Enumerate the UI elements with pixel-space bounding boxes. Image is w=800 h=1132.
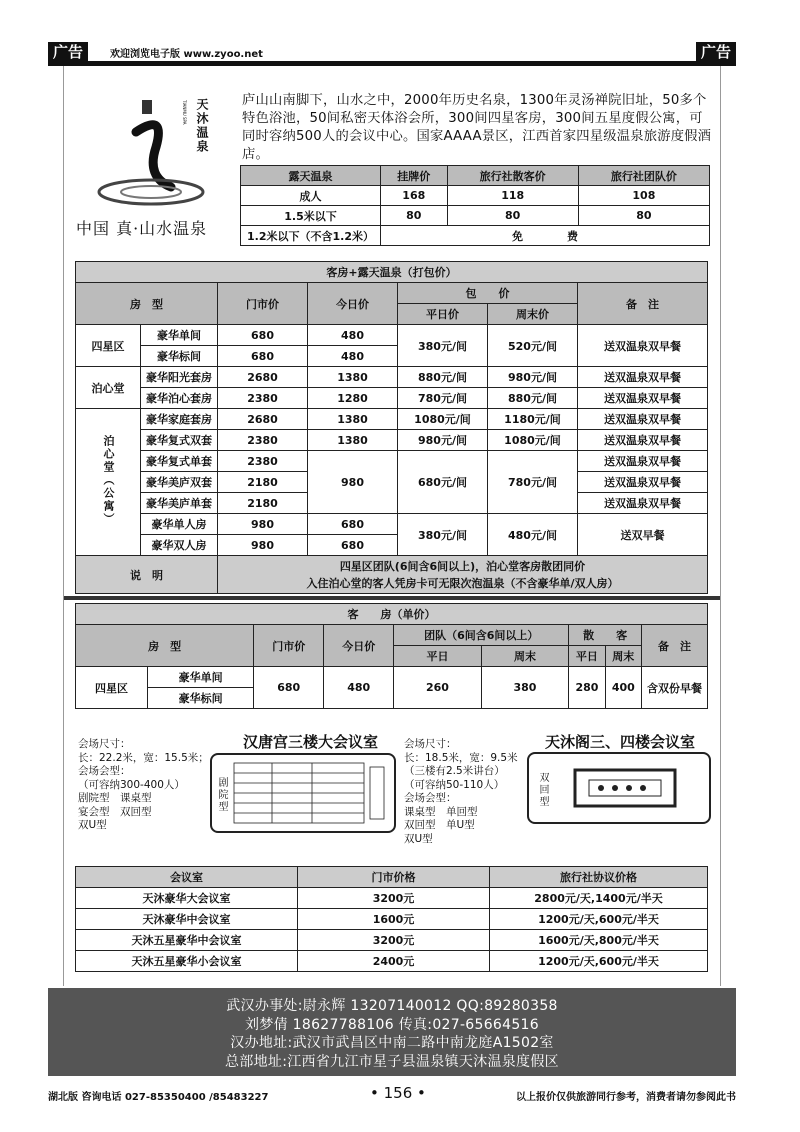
conference-table-icon <box>529 754 709 822</box>
zone-label: 泊心堂（公寓） <box>102 435 115 526</box>
hall1-floorplan <box>210 753 396 833</box>
price-cell: 680 <box>308 535 398 556</box>
zone-cell: 泊心堂 <box>76 367 141 409</box>
price-cell: 400 <box>605 667 641 709</box>
hall2-line: 双U型 <box>404 832 433 845</box>
price-cell: 2180 <box>218 493 308 514</box>
price-cell: 680 <box>218 346 308 367</box>
col-header: 门市价 <box>254 625 324 667</box>
ad-tag-left: 广告 <box>48 42 88 62</box>
price-cell: 1600元/天,800元/半天 <box>490 930 708 951</box>
hall1-line: 剧院型 课桌型 <box>78 792 152 804</box>
price-cell: 2680 <box>218 409 308 430</box>
remark-label: 说 明 <box>76 556 218 594</box>
table-row <box>76 556 708 594</box>
intro-text: 庐山山南脚下，山水之中，2000年历史名泉，1300年灵汤禅院旧址，50多个特色浴池，50间私密天体浴会所，300间四星客房，300间五星度假公寓，可同时容纳500人的会议中心。国家AAAA景区，江西首家四星级温泉旅游度假酒店。 <box>242 93 712 162</box>
room-type-cell: 豪华双人房 <box>141 535 218 556</box>
col-header: 房 型 <box>76 625 254 667</box>
price-cell: 880元/间 <box>488 388 578 409</box>
price-cell: 520元/间 <box>488 325 578 367</box>
spa-header-cell: 旅行社散客价 <box>447 166 578 186</box>
hall2-line: （三楼有2.5米讲台） <box>404 765 505 777</box>
hall2-side-label: 双回型 <box>537 772 548 808</box>
hall1-line: 会场尺寸： <box>78 738 131 750</box>
spa-cell: 免 费 <box>381 226 710 246</box>
hall2-line: 长：18.5米，宽：9.5米 <box>404 751 518 764</box>
table-title: 客 房（单价） <box>76 604 708 625</box>
note-cell: 送双早餐 <box>578 514 708 556</box>
contact-line: 刘梦倩 18627788106 传真:027-65664516 <box>245 1016 539 1033</box>
col-header: 房 型 <box>76 283 218 325</box>
price-cell: 980元/间 <box>488 367 578 388</box>
note-cell: 送双温泉双早餐 <box>578 493 708 514</box>
price-cell: 480元/间 <box>488 514 578 556</box>
room-name-cell: 天沐五星豪华小会议室 <box>76 951 298 972</box>
room-price-table <box>75 603 708 709</box>
hall1-line: 双U型 <box>78 819 107 831</box>
brand-name: 天沐温泉 <box>195 98 209 154</box>
room-type-cell: 豪华复式双套 <box>141 430 218 451</box>
price-cell: 1180元/间 <box>488 409 578 430</box>
contact-line: 总部地址:江西省九江市星子县温泉镇天沐温泉度假区 <box>225 1053 559 1070</box>
price-cell: 1080元/间 <box>488 430 578 451</box>
spa-cell: 80 <box>578 206 709 226</box>
col-header: 周末 <box>605 646 641 667</box>
price-cell: 1380 <box>308 367 398 388</box>
spa-header-cell: 旅行社团队价 <box>578 166 709 186</box>
table-row <box>76 888 708 909</box>
price-cell: 2800元/天,1400元/半天 <box>490 888 708 909</box>
table-row <box>76 388 708 409</box>
spa-cell: 108 <box>578 186 709 206</box>
price-cell: 980 <box>218 514 308 535</box>
col-header: 平日价 <box>398 304 488 325</box>
remark-line: 四星区团队(6间含6间以上)，泊心堂客房散团同价 <box>339 559 586 573</box>
brand-logo <box>76 92 236 247</box>
note-cell: 送双温泉双早餐 <box>578 388 708 409</box>
price-cell: 880元/间 <box>398 367 488 388</box>
price-cell: 380元/间 <box>398 325 488 367</box>
price-cell: 680 <box>218 325 308 346</box>
package-price-table <box>75 261 708 594</box>
hall2-line: 双回型 单U型 <box>404 819 475 831</box>
table-row <box>76 451 708 472</box>
hall2-line: 会场尺寸： <box>404 738 457 750</box>
table-row <box>76 367 708 388</box>
brand-slogan: 中国 真·山水温泉 <box>76 219 208 238</box>
room-type-cell: 豪华单间 <box>141 325 218 346</box>
col-header: 周末 <box>481 646 569 667</box>
note-cell: 送双温泉双早餐 <box>578 472 708 493</box>
room-type-cell: 豪华单人房 <box>141 514 218 535</box>
disclaimer: 以上报价仅供旅游同行参考，消费者请勿参阅此书 <box>516 1092 736 1103</box>
spa-cell: 80 <box>381 206 448 226</box>
note-cell: 送双温泉双早餐 <box>578 451 708 472</box>
col-header: 散 客 <box>569 625 642 646</box>
hall1-side-label: 剧院型 <box>216 777 227 813</box>
theater-seats-icon <box>212 755 394 831</box>
table-row <box>76 409 708 430</box>
spa-header-cell: 露天温泉 <box>241 166 381 186</box>
price-cell: 1380 <box>308 430 398 451</box>
note-cell: 含双份早餐 <box>642 667 708 709</box>
price-cell: 3200元 <box>298 888 490 909</box>
spa-cell: 1.5米以下 <box>241 206 381 226</box>
price-cell: 980 <box>218 535 308 556</box>
remark-line: 入住泊心堂的客人凭房卡可无限次泡温泉（不含豪华单/双人房） <box>306 576 619 590</box>
table-row <box>76 514 708 535</box>
col-header: 今日价 <box>324 625 394 667</box>
table-row <box>76 430 708 451</box>
price-cell: 2680 <box>218 367 308 388</box>
hall1-title: 汉唐宫三楼大会议室 <box>243 733 379 751</box>
room-type-cell: 豪华标间 <box>148 688 254 709</box>
price-cell: 380 <box>481 667 569 709</box>
note-cell: 送双温泉双早餐 <box>578 409 708 430</box>
spa-cell: 118 <box>447 186 578 206</box>
table-row <box>241 226 710 246</box>
col-header: 平日 <box>394 646 482 667</box>
price-cell: 2380 <box>218 451 308 472</box>
price-cell: 280 <box>569 667 605 709</box>
room-type-cell: 豪华泊心套房 <box>141 388 218 409</box>
hall2-title: 天沐阁三、四楼会议室 <box>545 733 696 751</box>
table-row <box>241 186 710 206</box>
table-title: 客房+露天温泉（打包价） <box>76 262 708 283</box>
room-type-cell: 豪华复式单套 <box>141 451 218 472</box>
spa-cell: 80 <box>447 206 578 226</box>
hall2-line: 课桌型 单回型 <box>404 805 478 818</box>
table-row <box>76 667 708 688</box>
room-type-cell: 豪华美庐双套 <box>141 472 218 493</box>
price-cell: 1600元 <box>298 909 490 930</box>
price-cell: 1200元/天,600元/半天 <box>490 909 708 930</box>
room-type-cell: 豪华美庐单套 <box>141 493 218 514</box>
spa-price-table <box>240 165 710 246</box>
zone-cell <box>76 409 141 556</box>
price-cell: 980 <box>308 451 398 514</box>
col-header: 周末价 <box>488 304 578 325</box>
price-cell: 260 <box>394 667 482 709</box>
top-bar <box>48 42 736 66</box>
col-header: 今日价 <box>308 283 398 325</box>
col-header: 备 注 <box>642 625 708 667</box>
room-name-cell: 天沐五星豪华中会议室 <box>76 930 298 951</box>
page-number: • 156 • <box>370 1084 426 1102</box>
brand-sub: TIANMU SPA <box>182 100 187 125</box>
room-type-cell: 豪华单间 <box>148 667 254 688</box>
price-cell: 480 <box>324 667 394 709</box>
hall1-line: 长：22.2米，宽：15.5米； <box>78 751 209 764</box>
price-cell: 680元/间 <box>398 451 488 514</box>
room-name-cell: 天沐豪华大会议室 <box>76 888 298 909</box>
table-row <box>76 909 708 930</box>
note-cell: 送双温泉双早餐 <box>578 430 708 451</box>
edition-info: 湖北版 咨询电话 027-85350400 /85483227 <box>48 1092 269 1103</box>
col-header: 平日 <box>569 646 605 667</box>
col-header: 门市价格 <box>298 867 490 888</box>
price-cell: 3200元 <box>298 930 490 951</box>
page-footer <box>48 1084 736 1104</box>
price-cell: 680 <box>308 514 398 535</box>
hall2-line: （可容纳50-110人） <box>404 778 505 791</box>
col-header: 团队（6间含6间以上） <box>394 625 569 646</box>
section-divider <box>64 596 720 600</box>
room-type-cell: 豪华标间 <box>141 346 218 367</box>
price-cell: 1200元/天,600元/半天 <box>490 951 708 972</box>
welcome-text[interactable]: 欢迎浏览电子版 www.zyoo.net <box>110 49 263 60</box>
note-cell: 送双温泉双早餐 <box>578 325 708 367</box>
remark-cell <box>218 556 708 594</box>
room-type-cell: 豪华阳光套房 <box>141 367 218 388</box>
hall2-line: 会场会型： <box>404 792 457 804</box>
spa-cell: 1.2米以下（不含1.2米） <box>241 226 381 246</box>
swirl-logo-icon <box>96 92 236 222</box>
table-row <box>241 206 710 226</box>
price-cell: 1080元/间 <box>398 409 488 430</box>
price-cell: 1280 <box>308 388 398 409</box>
hall1-info <box>78 738 209 833</box>
table-row <box>76 325 708 346</box>
hall1-line: 会场会型： <box>78 765 131 777</box>
price-cell: 2380 <box>218 388 308 409</box>
contact-footer <box>48 988 736 1076</box>
spa-header-cell: 挂牌价 <box>381 166 448 186</box>
price-cell: 780元/间 <box>398 388 488 409</box>
price-cell: 2180 <box>218 472 308 493</box>
col-header: 备 注 <box>578 283 708 325</box>
hall1-line: 宴会型 双回型 <box>78 805 152 818</box>
col-header: 会议室 <box>76 867 298 888</box>
spa-cell: 168 <box>381 186 448 206</box>
price-cell: 480 <box>308 325 398 346</box>
zone-cell: 四星区 <box>76 667 148 709</box>
room-type-cell: 豪华家庭套房 <box>141 409 218 430</box>
price-cell: 2400元 <box>298 951 490 972</box>
table-row <box>76 930 708 951</box>
zone-cell: 四星区 <box>76 325 141 367</box>
price-cell: 480 <box>308 346 398 367</box>
price-cell: 780元/间 <box>488 451 578 514</box>
contact-line: 武汉办事处:尉永辉 13207140012 QQ:89280358 <box>226 998 558 1014</box>
price-cell: 980元/间 <box>398 430 488 451</box>
contact-line: 汉办地址:武汉市武昌区中南二路中南龙庭A1502室 <box>230 1035 554 1051</box>
table-row <box>76 951 708 972</box>
room-name-cell: 天沐豪华中会议室 <box>76 909 298 930</box>
ad-tag-right: 广告 <box>696 42 736 62</box>
col-header: 包 价 <box>398 283 578 304</box>
price-cell: 380元/间 <box>398 514 488 556</box>
spa-cell: 成人 <box>241 186 381 206</box>
price-cell: 680 <box>254 667 324 709</box>
hall1-line: （可容纳300-400人） <box>78 778 185 791</box>
price-cell: 1380 <box>308 409 398 430</box>
note-cell: 送双温泉双早餐 <box>578 367 708 388</box>
hall2-info <box>404 738 518 846</box>
price-cell: 2380 <box>218 430 308 451</box>
col-header: 门市价 <box>218 283 308 325</box>
meeting-room-table <box>75 866 708 972</box>
hall2-floorplan <box>527 752 711 824</box>
col-header: 旅行社协议价格 <box>490 867 708 888</box>
